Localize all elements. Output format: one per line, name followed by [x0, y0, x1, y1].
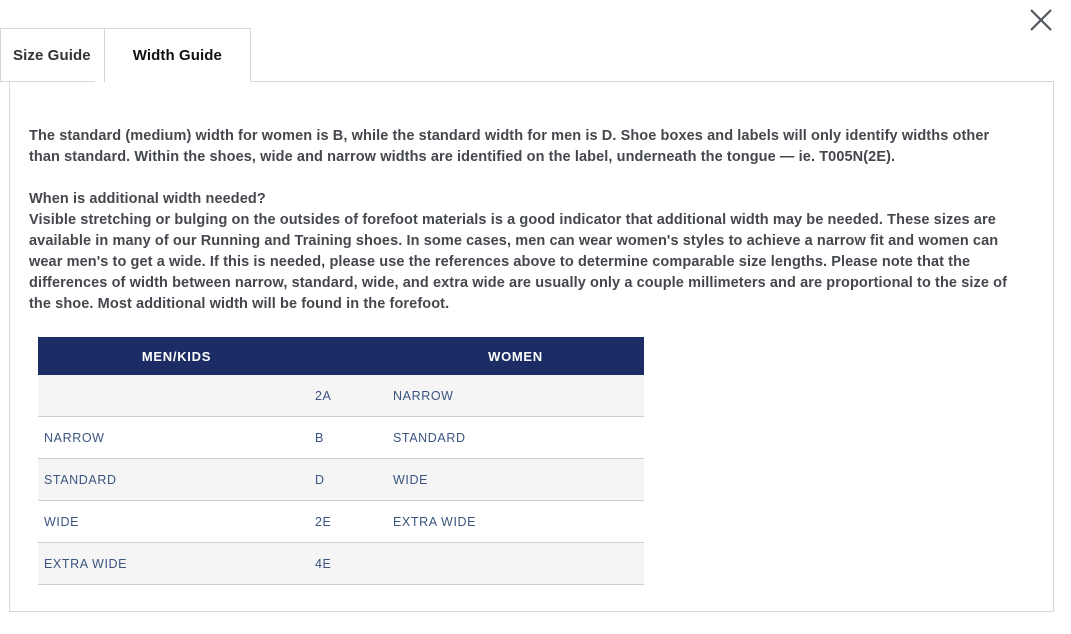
cell-men: STANDARD — [38, 459, 309, 501]
tab-size-guide[interactable] — [0, 28, 118, 82]
width-guide-panel — [9, 81, 1054, 612]
close-icon — [1026, 5, 1056, 35]
tab-bar — [0, 27, 251, 82]
intro-paragraph: The standard (medium) width for women is B, while the standard width for men is D. Shoe boxes and labels will only identify widths other than standard. Within the shoes, wide and narrow widths are identified on the label, underneath the tongue — ie. T005N(2E). — [29, 128, 990, 165]
table-header-men-kids: MEN/KIDS — [38, 337, 309, 375]
close-button[interactable] — [1019, 0, 1063, 40]
cell-women: WIDE — [387, 459, 644, 501]
tab-width-guide-label: Width Guide — [132, 47, 222, 64]
table-row — [38, 375, 644, 417]
width-conversion-table — [38, 337, 644, 585]
table-row — [38, 459, 644, 501]
table-header-women: WOMEN — [387, 337, 644, 375]
cell-code: B — [309, 417, 387, 459]
cell-men: EXTRA WIDE — [38, 543, 309, 585]
table-row — [38, 501, 644, 543]
cell-women: EXTRA WIDE — [387, 501, 644, 543]
cell-men — [38, 375, 309, 417]
cell-men: WIDE — [38, 501, 309, 543]
panel-content — [10, 82, 1053, 585]
cell-women: NARROW — [387, 375, 644, 417]
cell-code: D — [309, 459, 387, 501]
table-row — [38, 543, 644, 585]
cell-women: STANDARD — [387, 417, 644, 459]
cell-women — [387, 543, 644, 585]
tab-width-guide[interactable] — [104, 28, 251, 83]
cell-code: 4E — [309, 543, 387, 585]
tab-size-guide-label: Size Guide — [13, 46, 91, 64]
cell-code: 2E — [309, 501, 387, 543]
detail-paragraph: Visible stretching or bulging on the outsides of forefoot materials is a good indicator that additional width may be needed. These sizes are available in many of our Running and Training shoes. In some cases, men can wear women's styles to achieve a narrow fit and women can wear men's to get a wide. If this is needed, please use the references above to determine comparable size lengths. Please note that the differences of width between narrow, standard, wide, and extra wide are usually only a couple millimeters and are proportional to the size of the shoe. Most additional width will be found in the forefoot. — [29, 212, 1008, 312]
table-header-spacer — [309, 337, 387, 375]
table-header-row — [38, 337, 644, 375]
paragraph-spacer — [29, 168, 1025, 189]
cell-men: NARROW — [38, 417, 309, 459]
table-row — [38, 417, 644, 459]
cell-code: 2A — [309, 375, 387, 417]
subheading: When is additional width needed? — [29, 191, 266, 207]
